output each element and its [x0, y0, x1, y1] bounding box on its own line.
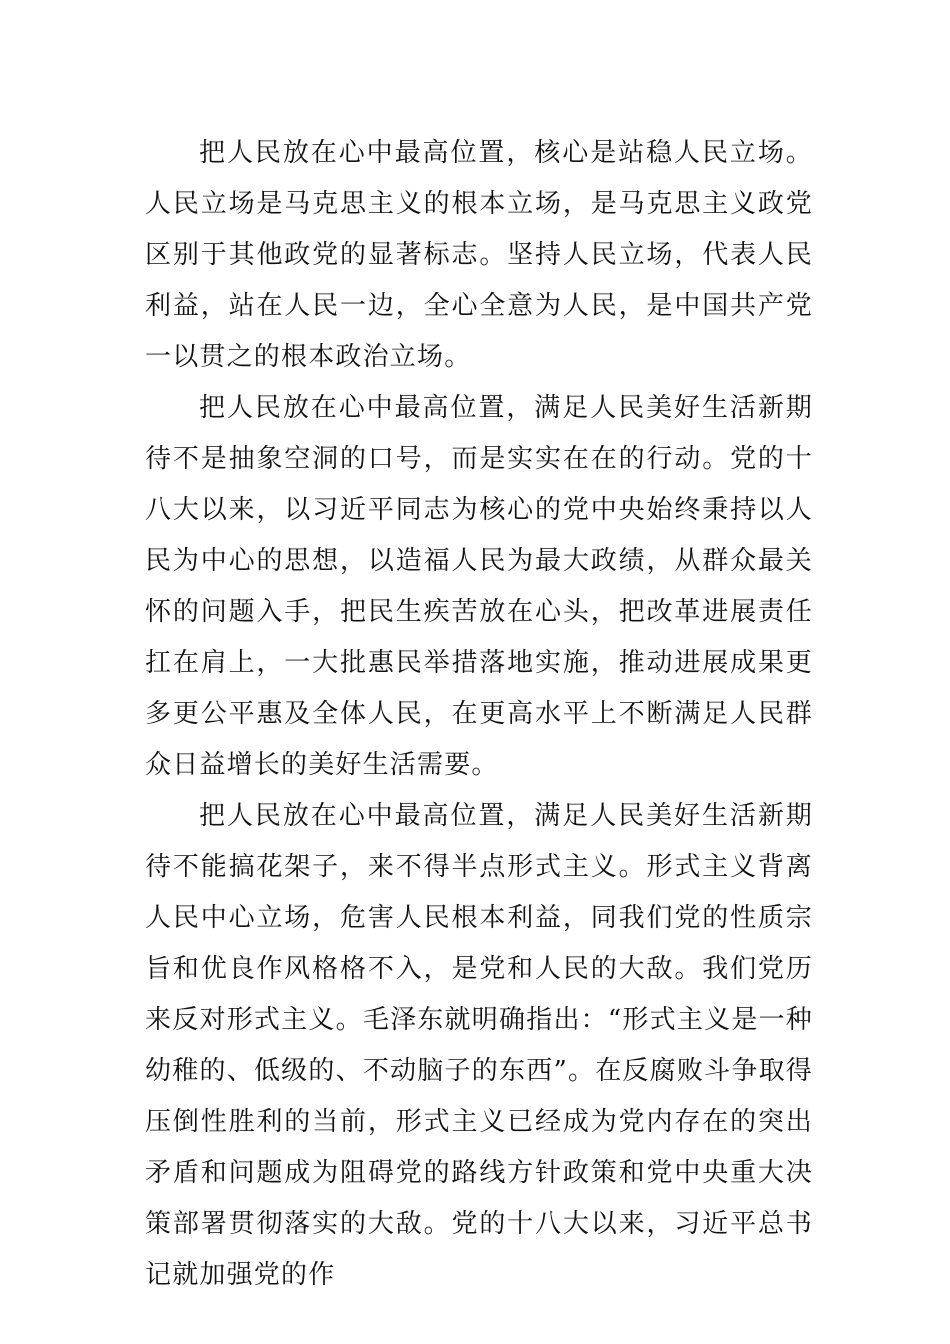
- paragraph-2: 把人民放在心中最高位置，满足人民美好生活新期待不是抽象空洞的口号，而是实实在在的行动。党的十八大以来，以习近平同志为核心的党中央始终秉持以人民为中心的思想，以造福人民为最大政绩，从群众最关怀的问题入手，把民生疾苦放在心头，把改革进展责任扛在肩上，一大批惠民举措落地实施，推动进展成果更多更公平惠及全体人民，在更高水平上不断满足人民群众日益增长的美好生活需要。: [145, 393, 813, 780]
- paragraph-3: 把人民放在心中最高位置，满足人民美好生活新期待不能搞花架子，来不得半点形式主义。形式主义背离人民中心立场，危害人民根本利益，同我们党的性质宗旨和优良作风格格不入，是党和人民的大敌。我们党历来反对形式主义。毛泽东就明确指出：“形式主义是一种幼稚的、低级的、不动脑子的东西”。在反腐败斗争取得压倒性胜利的当前，形式主义已经成为党内存在的突出矛盾和问题成为阻碍党的路线方针政策和党中央重大决策部署贯彻落实的大敌。党的十八大以来，习近平总书记就加强党的作: [145, 801, 813, 1290]
- document-body: [145, 128, 813, 1301]
- paragraph-1: 把人民放在心中最高位置，核心是站稳人民立场。人民立场是马克思主义的根本立场，是马克思主义政党区别于其他政党的显著标志。坚持人民立场，代表人民利益，站在人民一边，全心全意为人民，是中国共产党一以贯之的根本政治立场。: [145, 138, 813, 372]
